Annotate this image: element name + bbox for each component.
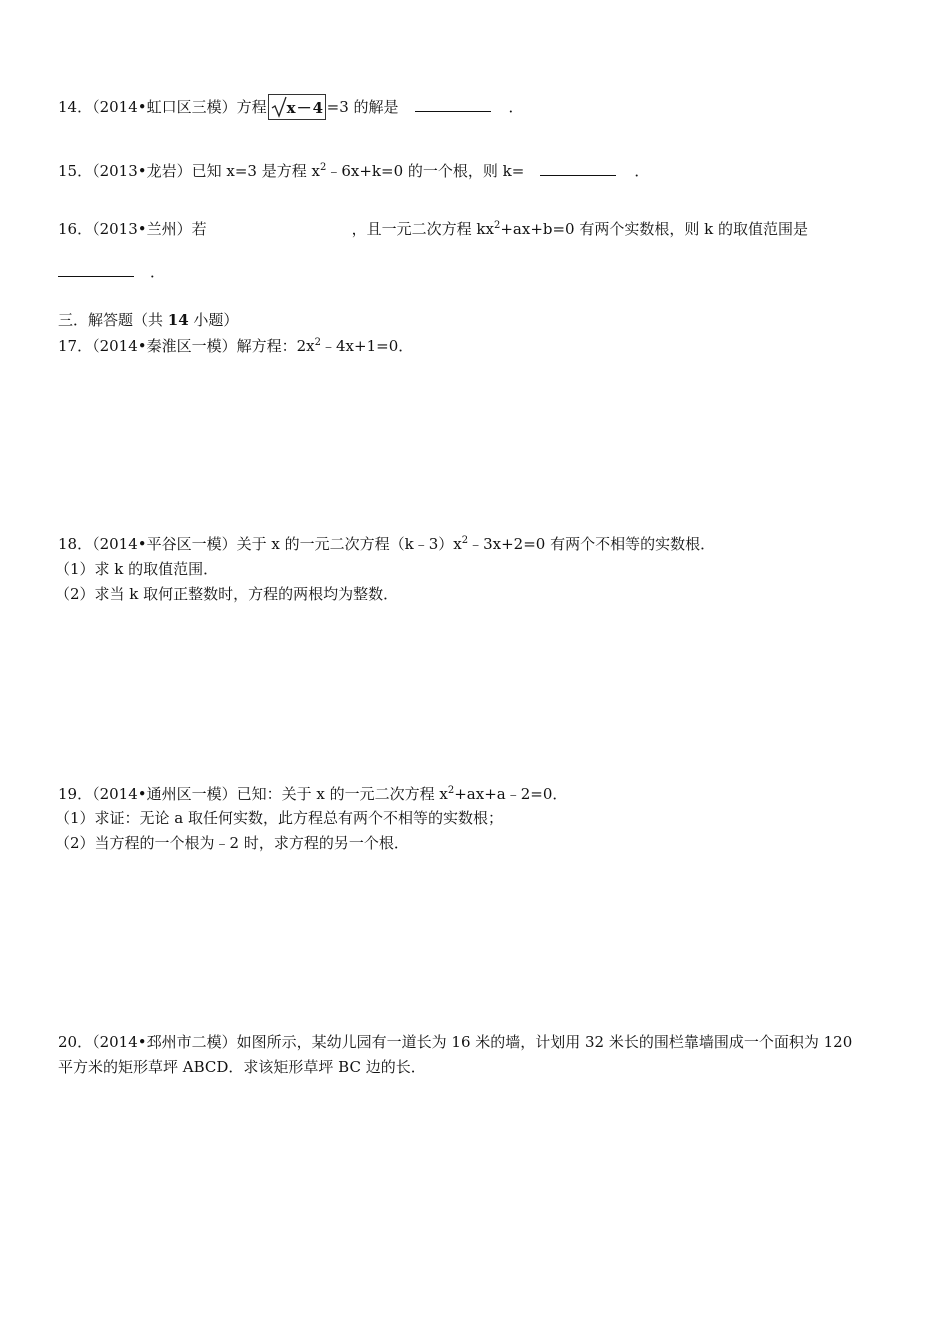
question-19-part-2: （2）当方程的一个根为﹣2 时，求方程的另一个根． <box>55 834 409 852</box>
question-19-part-1: （1）求证：无论 a 取任何实数，此方程总有两个不相等的实数根； <box>55 809 504 827</box>
sqrt-expression <box>268 94 326 120</box>
section-question-count: 14 <box>167 311 189 329</box>
question-20-line-2: 平方米的矩形草坪 ABCD．求该矩形草坪 BC 边的长． <box>58 1058 426 1076</box>
question-16 <box>58 219 808 239</box>
question-end: ． <box>150 263 166 281</box>
question-20 <box>58 1032 852 1052</box>
question-18-part-1: （1）求 k 的取值范围． <box>55 560 219 578</box>
question-text: +ax+a﹣2=0． <box>454 785 568 803</box>
question-number: 18． <box>58 535 93 553</box>
question-number: 20． <box>58 1033 93 1051</box>
question-source: （2014•邳州市二模） <box>92 1033 237 1051</box>
question-source: （2014•虹口区三模） <box>92 98 237 116</box>
question-text: ，且一元二次方程 kx <box>351 220 494 238</box>
answer-blank[interactable] <box>415 97 491 112</box>
question-text: 关于 x 的一元二次方程（k﹣3）x <box>236 535 462 553</box>
question-number: 16． <box>58 220 93 238</box>
section-heading-prefix: 三．解答题（共 <box>58 311 168 329</box>
question-15 <box>58 161 649 181</box>
question-source: （2014•平谷区一模） <box>92 535 237 553</box>
section-heading-suffix: 小题） <box>188 311 239 329</box>
question-17 <box>58 336 413 356</box>
answer-blank[interactable] <box>540 161 616 176</box>
question-number: 19． <box>58 785 93 803</box>
sqrt-argument: x－4 <box>286 99 325 117</box>
section-heading <box>58 310 238 330</box>
superscript: 2 <box>447 785 455 796</box>
question-text: 若 <box>191 220 207 238</box>
question-text: 如图所示，某幼儿园有一道长为 16 米的墙，计划用 32 米长的围栏靠墙围成一个面积为 120 <box>236 1033 853 1051</box>
question-14 <box>58 94 524 120</box>
question-source: （2013•兰州） <box>92 220 192 238</box>
question-19 <box>58 784 567 804</box>
superscript: 2 <box>493 220 501 231</box>
question-number: 14． <box>58 98 93 116</box>
question-number: 17． <box>58 337 93 355</box>
question-18-part-2: （2）求当 k 取何正整数时，方程的两根均为整数． <box>55 585 399 603</box>
question-text: ﹣6x+k=0 的一个根，则 k= <box>326 162 525 180</box>
superscript: 2 <box>461 535 469 546</box>
question-18 <box>58 534 715 554</box>
question-source: （2014•秦淮区一模） <box>92 337 237 355</box>
question-number: 15． <box>58 162 93 180</box>
superscript: 2 <box>314 337 322 348</box>
question-end: ． <box>508 98 524 116</box>
question-text: ﹣4x+1=0． <box>321 337 414 355</box>
answer-blank[interactable] <box>58 262 134 277</box>
question-text: =3 的解是 <box>326 98 399 116</box>
question-end: ． <box>634 162 650 180</box>
question-source: （2013•龙岩） <box>92 162 192 180</box>
question-text: 解方程：2x <box>236 337 315 355</box>
question-text: 已知 x=3 是方程 x <box>191 162 320 180</box>
question-text: +ax+b=0 有两个实数根，则 k 的取值范围是 <box>500 220 808 238</box>
question-text: ﹣3x+2=0 有两个不相等的实数根． <box>468 535 716 553</box>
question-source: （2014•通州区一模） <box>92 785 237 803</box>
question-16-answer-line <box>58 262 165 282</box>
question-text: 已知：关于 x 的一元二次方程 x <box>236 785 448 803</box>
superscript: 2 <box>319 162 327 173</box>
question-text: 方程 <box>236 98 267 116</box>
